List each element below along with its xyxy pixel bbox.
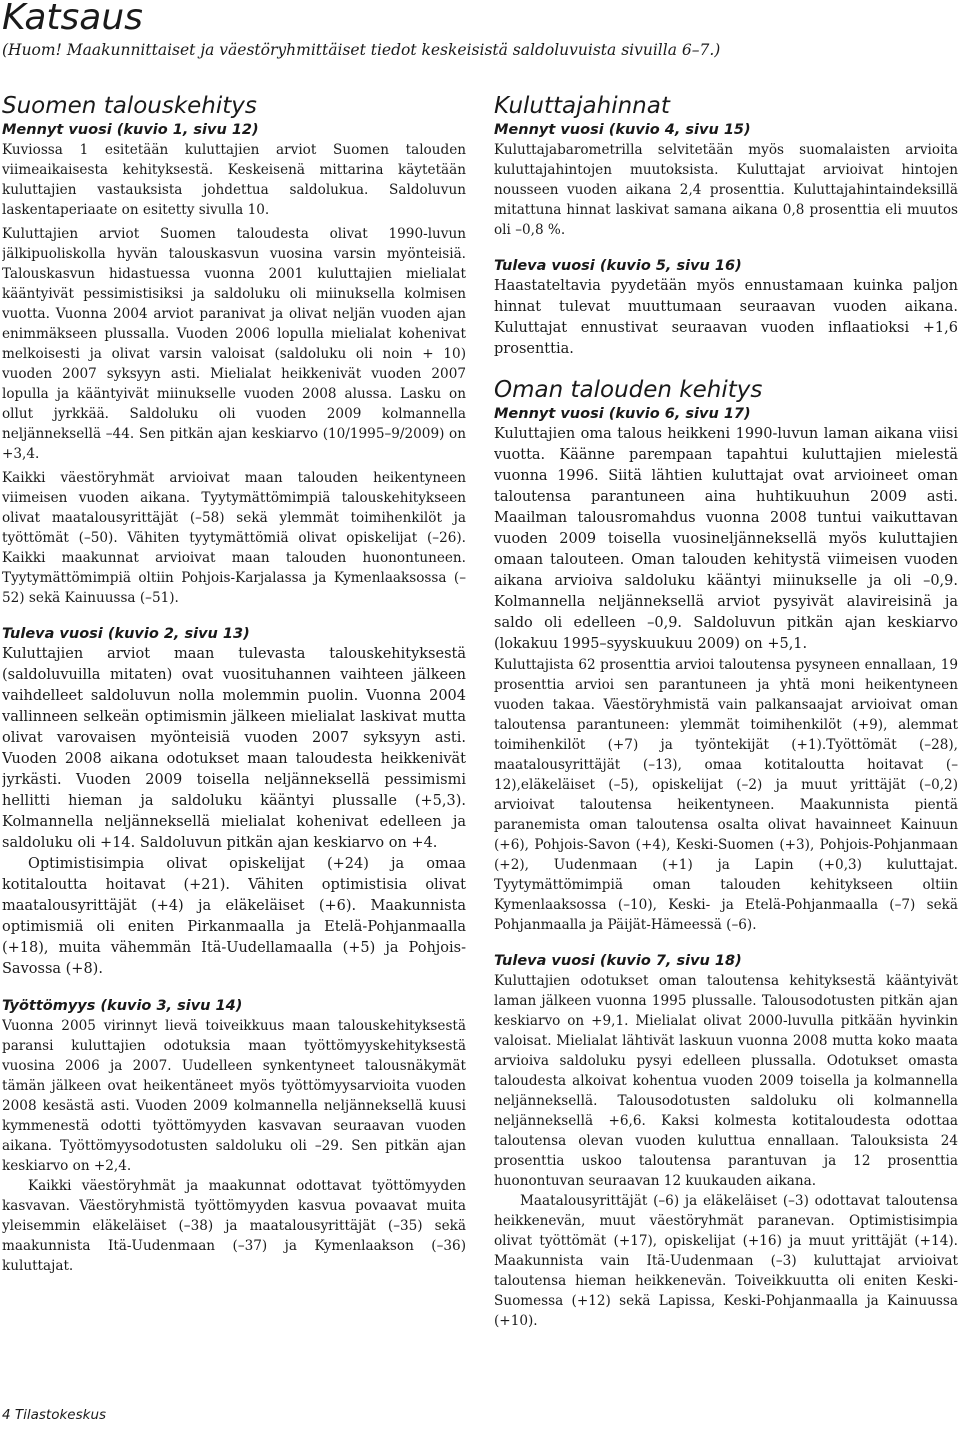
paragraph: Maatalousyrittäjät (–6) ja eläkeläiset (–3) odottavat taloutensa heikkenevän, muut väestöryhmät paranevan. Optimistisimpia olivat työttömät (+17), opiskelijat (+16) ja muut yrittäjät (+14). Maakunnista vain Itä-Uudenmaan (–3) kuluttajat arvioivat taloutensa hieman heikkenevän. Toiveikkuutta oli eniten Keski-Suomessa (+12) sekä Lapissa, Keski-Pohjanmaalla ja Kainuussa (+10).: [494, 1193, 958, 1329]
paragraph: Kuluttajien arviot maan tulevasta talouskehityksestä (saldoluvuilla mitaten) ovat vuosituhannen vaihteen jälkeen vaihdelleet saldoluvun nolla molemmin puolin. Vuonna 2004 vallinneen selkeän optimismin jälkeen mielialat laskivat mutta olivat varovaisen myönteisiä vuoden 2007 syksyyn asti. Vuoden 2008 aikana odotukset maan taloudesta heikkenivät jyrkästi. Vuoden 2009 toisella neljänneksellä pessimismi hellitti hieman ja saldoluku kääntyi plussalle (+5,3). Kolmannella neljänneksellä mielialat kohenivat edelleen ja saldoluku oli +14. Saldoluvun pitkän ajan keskiarvo on +4.: [2, 646, 466, 851]
subheading-past-year: Mennyt vuosi (kuvio 1, sivu 12): [2, 122, 259, 138]
left-column: [2, 92, 466, 1392]
paragraph: Kaikki väestöryhmät arvioivat maan talouden heikentyneen viimeisen vuoden aikana. Tyytymättömimpiä talouskehitykseen olivat maatalousyrittäjät (–58) sekä ylemmät toimihenkilöt ja työttömät (–50). Vähiten tyytymättömiä olivat opiskelijat (–26). Kaikki maakunnat arvioivat maan talouden huonontuneen. Tyytymättömimpiä oltiin Pohjois-Karjalassa ja Kymenlaaksossa (–52) sekä Kainuussa (–51).: [2, 470, 466, 606]
subheading-next-year: Tuleva vuosi (kuvio 2, sivu 13): [2, 626, 250, 642]
paragraph: Kuluttajien odotukset oman taloutensa kehityksestä kääntyivät laman jälkeen vuonna 1995 plussalle. Talousodotusten pitkän ajan keskiarvo on +9,1. Mielialat olivat 2000-luvulla pitkään hyvinkin valoisat. Mielialat lähtivät laskuun vuonna 2008 mutta koko maata arvioiva saldoluku pysyi edelleen plussalla. Odotukset omasta taloudesta alkoivat kohentua vuoden 2009 toisella ja kolmannella neljänneksellä. Talousodotusten saldoluku oli kolmannella neljänneksellä +6,6. Kaksi kolmesta kotitaloudesta odottaa taloutensa olevan vuoden kuluttua ennallaan. Talouksista 24 prosenttia uskoo taloutensa parantuvan ja 12 prosenttia huonontuvan seuraavan 12 kuukauden aikana.: [494, 973, 958, 1189]
section-title-prices: Kuluttajahinnat: [494, 93, 670, 119]
paragraph: Kuluttajabarometrilla selvitetään myös suomalaisten arvioita kuluttajahintojen muutoksista. Kuluttajat arvioivat hintojen nousseen vuoden aikana 2,4 prosenttia. Kuluttajahintaindeksillä mitattuna hinnat laskivat samana aikana 0,8 prosenttia eli muutos oli –0,8 %.: [494, 142, 958, 238]
paragraph: Vuonna 2005 virinnyt lievä toiveikkuus maan talouskehityksestä paransi kuluttajien odotuksia maan työttömyyskehityksestä vuosina 2006 ja 2007. Uudelleen synkentyneet talousnäkymät tämän jälkeen ovat heikentäneet myös työttömyysarvioita vuoden 2008 kesästä asti. Vuoden 2009 kolmannella neljänneksellä kuusi kymmenestä odotti työttömyyden kasvavan seuraavan vuoden aikana. Työttömyysodotusten saldoluku oli –29. Sen pitkän ajan keskiarvo on +2,4.: [2, 1018, 466, 1174]
paragraph: Kaikki väestöryhmät ja maakunnat odottavat työttömyyden kasvavan. Väestöryhmistä työttömyyden kasvua povaavat muita yleisemmin eläkeläiset (–38) ja maatalousyrittäjät (–35) sekä maakunnista Itä-Uudenmaan (–37) ja Kymenlaakson (–36) kuluttajat.: [2, 1178, 466, 1274]
paragraph: Optimistisimpia olivat opiskelijat (+24) ja omaa kotitaloutta hoitavat (+21). Vähiten optimistisia olivat maatalousyrittäjät (+4) ja eläkeläiset (+6). Maakunnista optimismiä oli eniten Pirkanmaalla ja Etelä-Pohjanmaalla (+18), muita vähemmän Itä-Uudellamaalla (+5) ja Pohjois-Savossa (+8).: [2, 856, 466, 977]
subheading-prices-past-year: Mennyt vuosi (kuvio 4, sivu 15): [494, 122, 751, 138]
section-title-own-economy: Oman talouden kehitys: [494, 377, 763, 403]
section-title-economy: Suomen talouskehitys: [2, 93, 257, 119]
subheading-unemployment: Työttömyys (kuvio 3, sivu 14): [2, 998, 243, 1014]
paragraph: Kuluttajista 62 prosenttia arvioi taloutensa pysyneen ennallaan, 19 prosenttia arvioi sen parantuneen ja yhtä moni heikentyneen vuoden takaa. Väestöryhmistä vain palkansaajat arvioivat oman taloutensa parantuneen: ylemmät toimihenkilöt (+9), alemmat toimihenkilöt (+7) ja työntekijät (+1).Työttömät (–28), maatalousyrittäjät (–13), omaa kotitaloutta hoitavat (–12),eläkeläiset (–5), opiskelijat (–2) ja muut yrittäjät (–0,2) arvioivat taloutensa heikentyneen. Maakunnista pientä paranemista oman taloutensa osalta olivat havainneet Kainuun (+6), Pohjois-Savon (+4), Keski-Suomen (+3), Pohjois-Pohjanmaan (+2), Uudenmaan (+1) ja Lapin (+0,3) kuluttajat. Tyytymättömimpiä oman talouden kehitykseen oltiin Kymenlaaksossa (–10), Keski- ja Etelä-Pohjanmaalla (–7) sekä Pohjanmaalla ja Päijät-Hämeessä (–6).: [494, 657, 958, 933]
page-footer: 4 Tilastokeskus: [2, 1407, 107, 1423]
subheading-own-next-year: Tuleva vuosi (kuvio 7, sivu 18): [494, 953, 742, 969]
paragraph: Kuluttajien oma talous heikkeni 1990-luvun laman aikana viisi vuotta. Käänne parempaan tapahtui kuluttajien mielestä vuonna 1996. Siitä lähtien kuluttajat ovat arvioineet oman taloutensa parantuneen aina huhtikuuhun 2009 asti. Maailman talousromahdus vuonna 2008 tuntui vaikuttavan vuoden 2009 toisella vuosineljänneksellä myös kuluttajien omaan talouteen. Oman talouden kehitystä viimeisen vuoden aikana arvioiva saldoluku kääntyi miinukselle ja oli –0,9. Kolmannella neljänneksellä arviot pysyivät alavireisinä ja saldo oli edelleen –0,9. Saldoluvun pitkän ajan keskiarvo (lokakuu 1995–syyskuukuu 2009) on +5,1.: [494, 426, 958, 652]
right-column: [494, 92, 958, 1392]
page-note: (Huom! Maakunnittaiset ja väestöryhmittäiset tiedot keskeisistä saldoluvuista sivuilla 6–7.): [2, 41, 721, 59]
subheading-prices-next-year: Tuleva vuosi (kuvio 5, sivu 16): [494, 258, 742, 274]
page-title: Katsaus: [2, 0, 143, 38]
subheading-own-past-year: Mennyt vuosi (kuvio 6, sivu 17): [494, 406, 751, 422]
paragraph: Kuviossa 1 esitetään kuluttajien arviot Suomen talouden viimeaikaisesta kehityksestä. Keskeisenä mittarina käytetään kuluttajien vastauksista johdettua saldolukua. Saldoluvun laskentaperiaate on esitetty sivulla 10.: [2, 142, 466, 218]
paragraph: Haastateltavia pyydetään myös ennustamaan kuinka paljon hinnat tulevat muuttumaan seuraavan vuoden aikana. Kuluttajat ennustivat seuraavan vuoden inflaatioksi +1,6 prosenttia.: [494, 278, 958, 357]
paragraph: Kuluttajien arviot Suomen taloudesta olivat 1990-luvun jälkipuoliskolla hyvän talouskasvun vuosina varsin myönteisiä. Talouskasvun hidastuessa vuonna 2001 kuluttajien mielialat kääntyivät pessimistisiksi ja saldoluku oli miinuksella kolmisen vuotta. Vuonna 2004 arviot paranivat ja olivat neljän vuoden ajan enimmäkseen plussalla. Vuoden 2006 lopulla mielialat kohenivat melkoisesti ja olivat varsin valoisat (saldoluku oli noin + 10) vuoden 2007 syksyyn asti. Mielialat heikkenivät vuoden 2007 lopulla ja kääntyivät miinukselle vuoden 2008 alussa. Lasku on ollut jyrkkää. Saldoluku oli vuoden 2009 kolmannella neljänneksellä –44. Sen pitkän ajan keskiarvo (10/1995–9/2009) on +3,4.: [2, 226, 466, 462]
